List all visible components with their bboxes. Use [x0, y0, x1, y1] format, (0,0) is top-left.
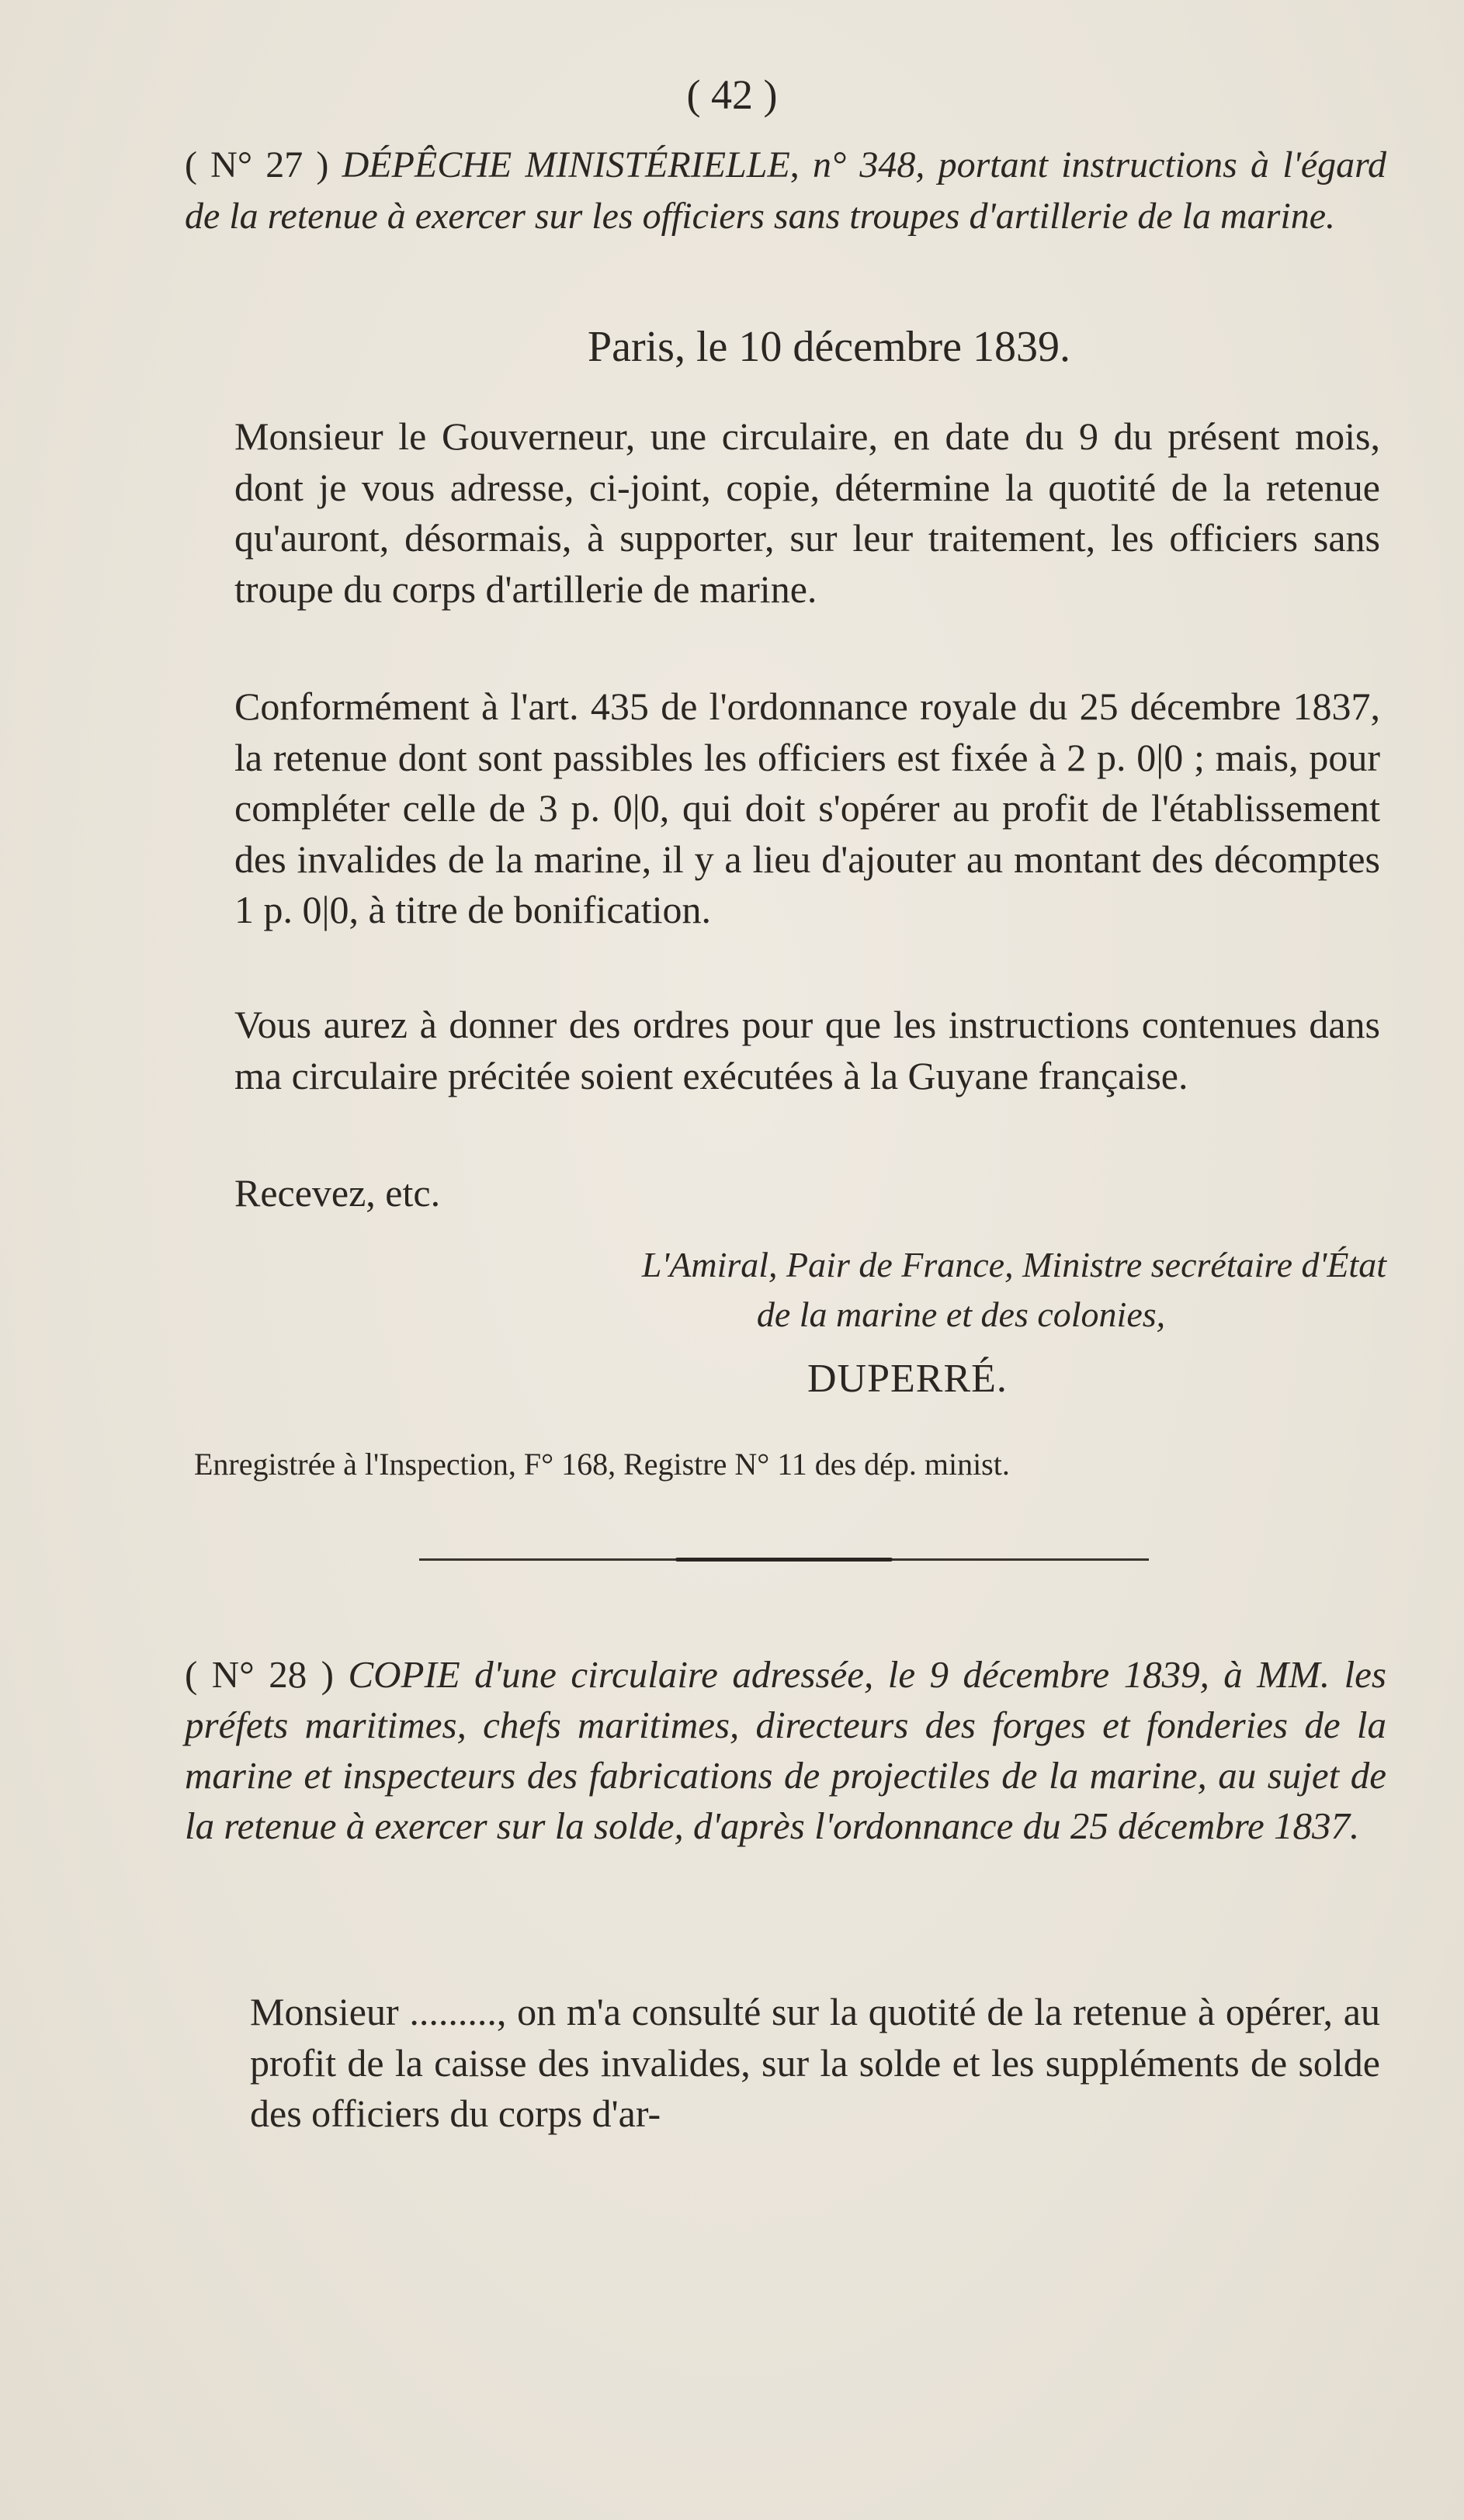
- entry-27-heading: [185, 140, 1386, 242]
- page-number: ( 42 ): [686, 71, 778, 118]
- entry-28-number: ( N° 28 ): [185, 1653, 334, 1696]
- entry-28-description: d'une circulaire adressée, le 9 décembre 1839, à MM. les préfets maritimes, chefs maritimes, directeurs des forges et fonderies de la marine et inspecteurs des fabrications de projectiles de la marine, au sujet de la retenue à exercer sur la solde, d'après l'ordonnance du 25 décembre 1837.: [185, 1653, 1387, 1847]
- signatory-name: DUPERRÉ.: [807, 1357, 1008, 1401]
- paragraph-3: Vous aurez à donner des ordres pour que les instructions contenues dans ma circulaire précitée soient exécutées à la Guyane française.: [234, 1003, 1380, 1097]
- paragraph-2: Conformément à l'art. 435 de l'ordonnance royale du 25 décembre 1837, la retenue dont sont passibles les officiers est fixée à 2 p. 0|0 ; mais, pour compléter celle de 3 p. 0|0, qui doit s'opérer au profit de l'établissement des invalides de la marine, il y a lieu d'ajouter au montant des décomptes 1 p. 0|0, à titre de bonification.: [234, 685, 1380, 931]
- section-divider: [419, 1558, 1149, 1561]
- signatory-title-line-1: L'Amiral, Pair de France, Ministre secrétaire d'État: [641, 1245, 1386, 1284]
- registration-note: Enregistrée à l'Inspection, F° 168, Registre N° 11 des dép. minist.: [194, 1447, 1010, 1482]
- closing-formula: Recevez, etc.: [234, 1171, 441, 1215]
- entry-27-description: , portant instructions à l'égard de la retenue à exercer sur les officiers sans troupes d'artillerie de la marine.: [185, 144, 1387, 237]
- paragraph-1: Monsieur le Gouverneur, une circulaire, en date du 9 du présent mois, dont je vous adresse, ci-joint, copie, détermine la quotité de la retenue qu'auront, désormais, à supporter, sur leur traitement, les officiers sans troupe du corps d'artillerie de marine.: [234, 414, 1380, 611]
- signatory-title: [435, 1240, 1386, 1340]
- entry-28-title: COPIE: [348, 1653, 460, 1696]
- entry-27-reference: n° 348: [812, 144, 916, 185]
- paragraph-28: Monsieur ........., on m'a consulté sur la quotité de la retenue à opérer, au profit de la caisse des invalides, sur la solde et les suppléments de solde des officiers du corps d'ar-: [250, 1990, 1380, 2135]
- entry-28-heading: [185, 1649, 1386, 1851]
- dateline: Paris, le 10 décembre 1839.: [587, 323, 1071, 371]
- entry-27-title: DÉPÊCHE MINISTÉRIELLE: [342, 144, 790, 185]
- entry-27-separator: ,: [789, 144, 813, 185]
- entry-27-number: ( N° 27 ): [185, 144, 329, 185]
- signatory-title-line-2: de la marine et des colonies,: [756, 1295, 1166, 1334]
